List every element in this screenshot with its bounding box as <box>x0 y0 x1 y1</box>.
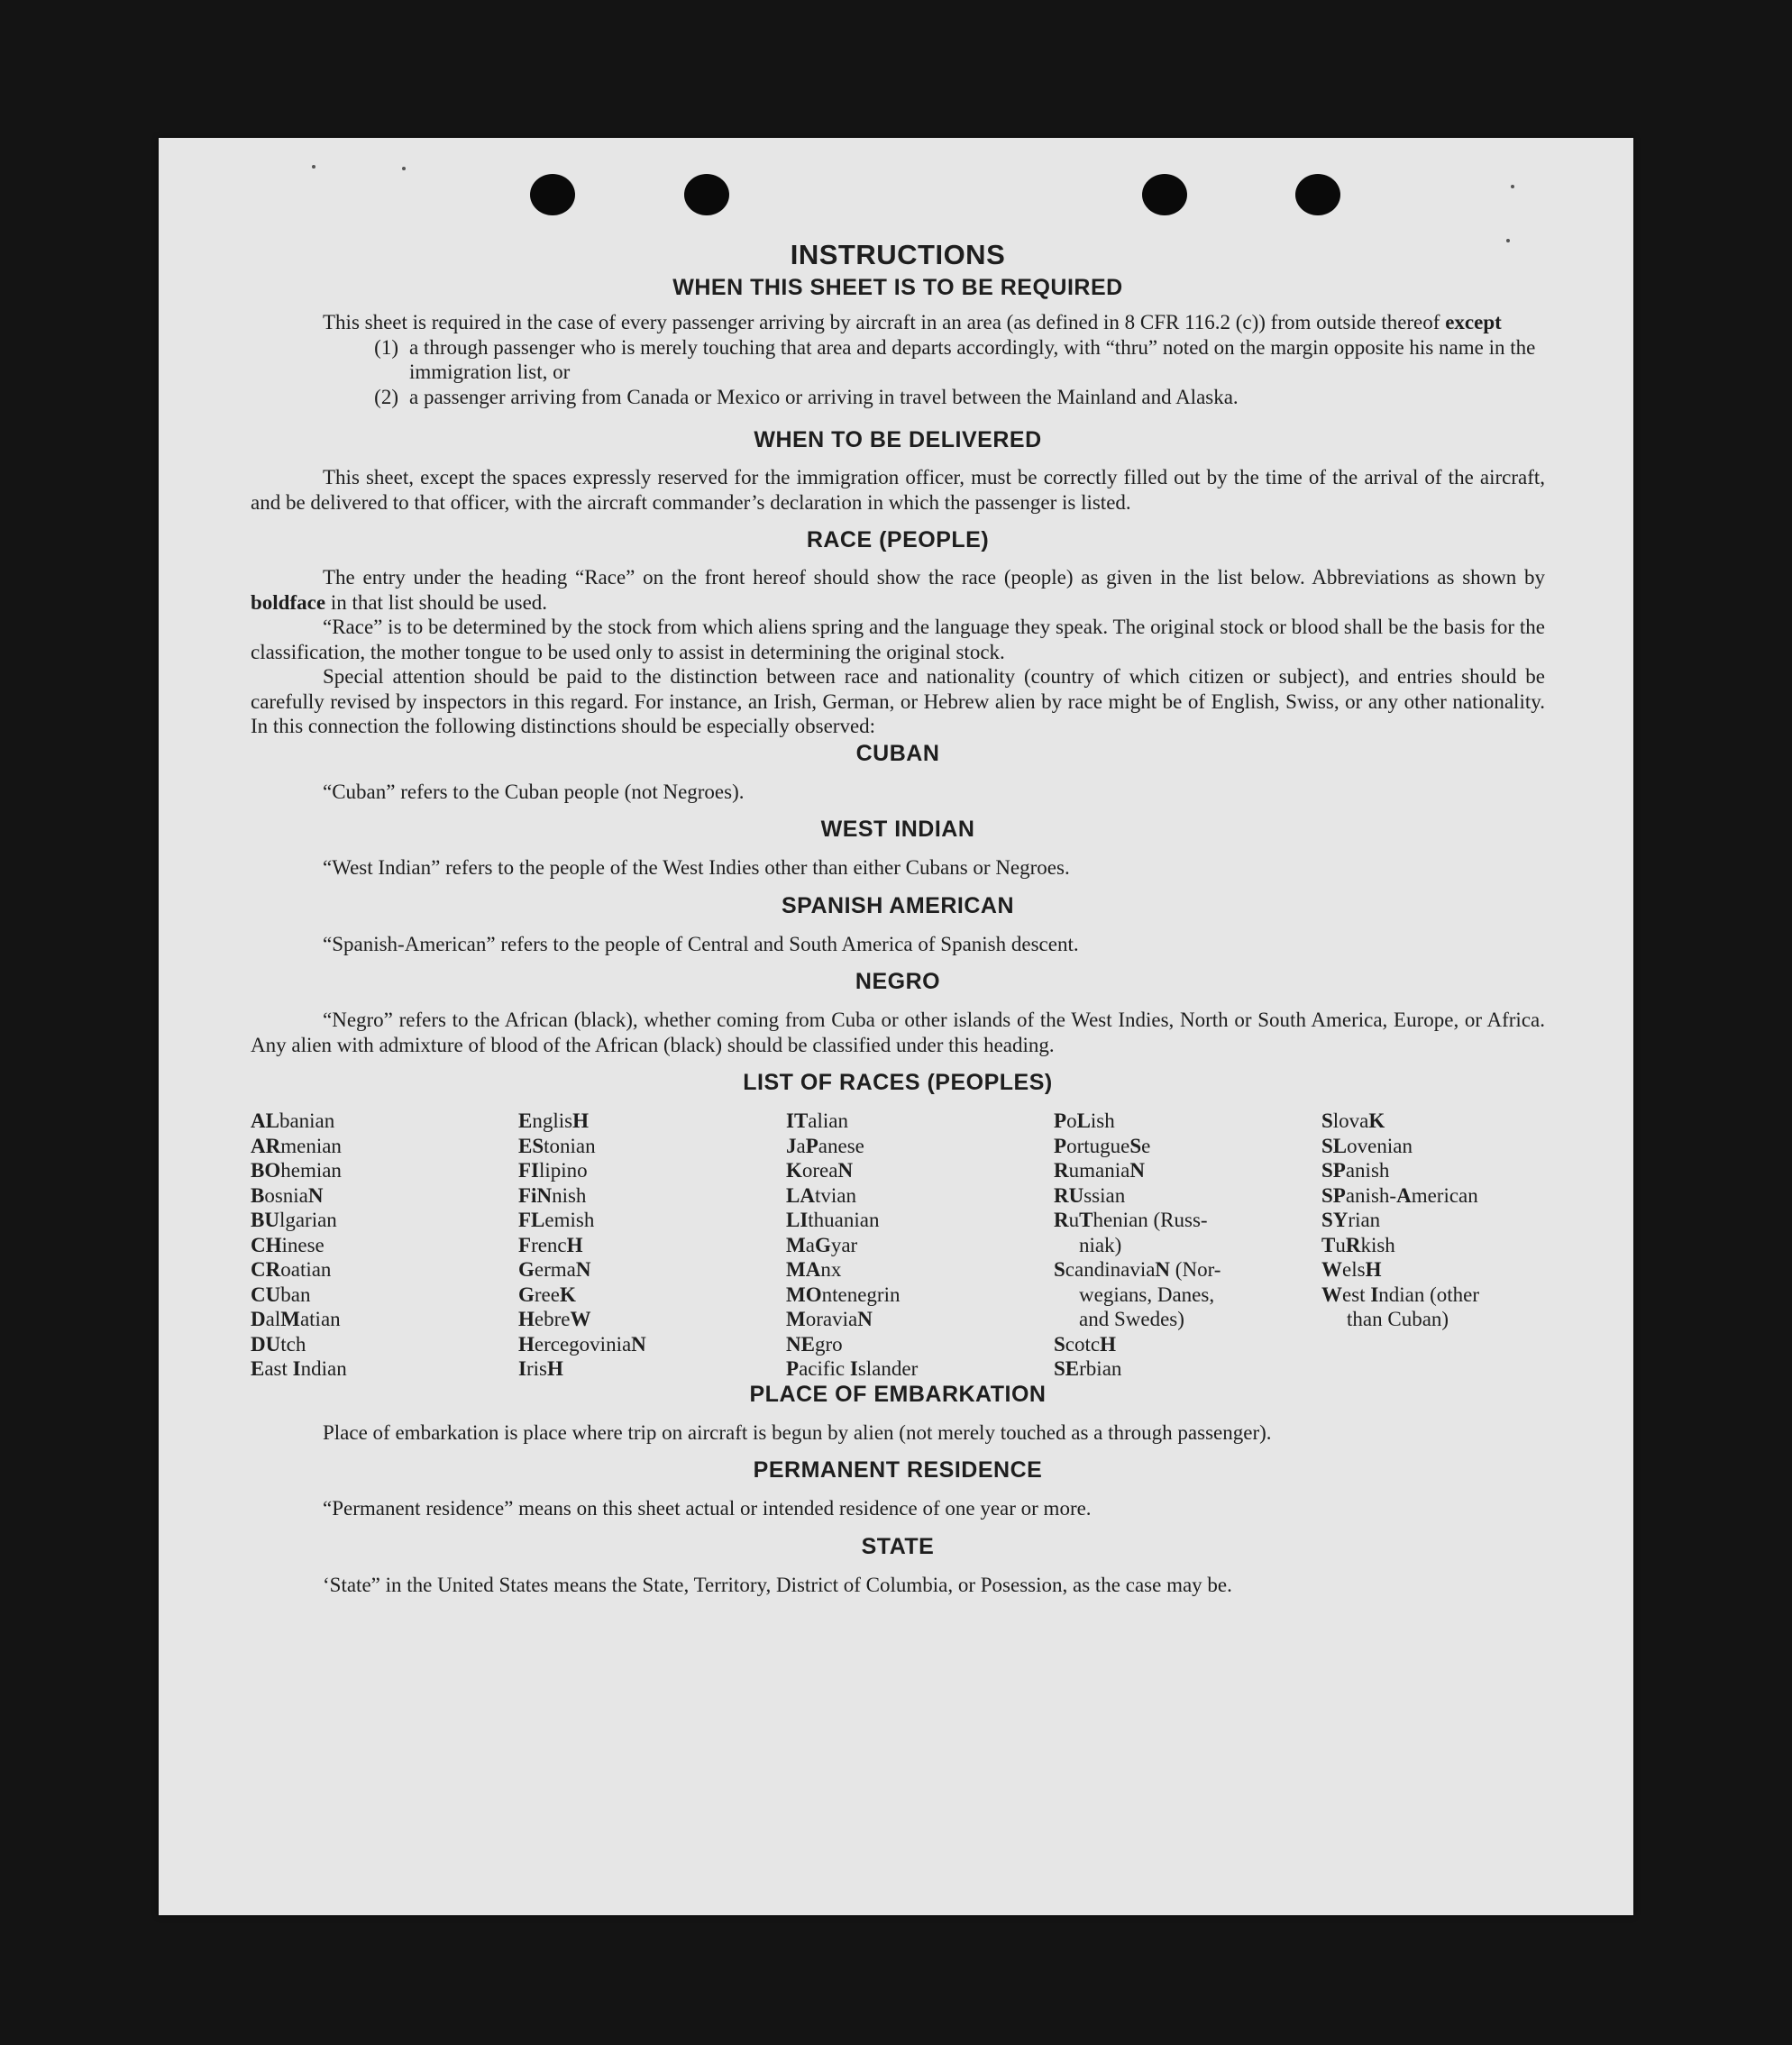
race-entry: PoLish <box>1054 1109 1115 1132</box>
race-entry: EStonian <box>518 1134 596 1157</box>
cuban-text: “Cuban” refers to the Cuban people (not Negroes). <box>323 780 745 803</box>
race-paragraph-2: “Race” is to be determined by the stock from which aliens spring and the language they speak. The original stock or blood shall be the basis for the classification, the mother tongue to be used only to assist in determining the original stock. <box>251 616 1545 663</box>
race-entry: LIthuanian <box>786 1209 880 1231</box>
race-entry: KoreaN <box>786 1159 854 1182</box>
instructions-title: INSTRUCTIONS <box>790 239 1006 270</box>
race-entry: GermaN <box>518 1258 591 1281</box>
race-paragraph-3: Special attention should be paid to the distinction between race and nationality (country of which citizen or subject), and entries should be carefully revised by inspectors in this regard. For instance, an Irish, German, or Hebrew alien by race might be of English, Swiss, or any other nationality. In this connection the following distinctions should be especially observed: <box>251 665 1545 737</box>
races-column <box>1321 1109 1556 1382</box>
heading-state: STATE <box>861 1533 935 1559</box>
race-entry: DUtch <box>251 1332 306 1356</box>
race-entry: PortugueSe <box>1054 1134 1151 1157</box>
race-entry: CRoatian <box>251 1258 332 1281</box>
race-entry: FIlipino <box>518 1159 588 1182</box>
heading-permanent-residence: PERMANENT RESIDENCE <box>753 1457 1043 1483</box>
residence-text: “Permanent residence” means on this sheet actual or intended residence of one year or more. <box>323 1497 1092 1520</box>
west-indian-text: “West Indian” refers to the people of the West Indies other than either Cubans or Negroes. <box>323 856 1070 879</box>
race-entry: BosniaN <box>251 1183 324 1207</box>
heading-list-of-races: LIST OF RACES (PEOPLES) <box>743 1070 1053 1095</box>
race-entry: BOhemian <box>251 1159 342 1182</box>
races-grid <box>251 1109 1545 1382</box>
embarkation-text: Place of embarkation is place where trip on aircraft is begun by alien (not merely touched as a through passenger). <box>323 1420 1272 1444</box>
race-entry: BUlgarian <box>251 1209 337 1231</box>
race-entry: ScotcH <box>1054 1332 1116 1356</box>
race-entry: FiNnish <box>518 1183 587 1207</box>
race-entry: HebreW <box>518 1308 591 1330</box>
race-entry: Pacific Islander <box>786 1357 919 1380</box>
required-intro: This sheet is required in the case of every passenger arriving by aircraft in an area (as defined in 8 CFR 116.2 (c)) from outside thereof except <box>323 311 1502 333</box>
races-column <box>518 1109 786 1382</box>
exception-list <box>251 335 1545 410</box>
race-entry: DalMatian <box>251 1308 341 1330</box>
races-column <box>1054 1109 1321 1382</box>
race-entry: ARmenian <box>251 1134 342 1157</box>
exception-item: (2) a passenger arriving from Canada or Mexico or arriving in travel between the Mainland and Alaska. <box>374 385 1239 408</box>
heading-embarkation: PLACE OF EMBARKATION <box>749 1381 1047 1407</box>
heading-when-required: WHEN THIS SHEET IS TO BE REQUIRED <box>672 275 1123 300</box>
race-entry: SlovaK <box>1321 1109 1385 1132</box>
race-entry: FLemish <box>518 1209 595 1231</box>
heading-spanish-american: SPANISH AMERICAN <box>781 892 1014 918</box>
state-text: ‘State” in the United States means the State, Territory, District of Columbia, or Posession, as the case may be. <box>323 1573 1232 1596</box>
race-entry: CUban <box>251 1283 311 1306</box>
heading-west-indian: WEST INDIAN <box>820 817 975 842</box>
race-entry: ALbanian <box>251 1109 335 1132</box>
race-entry: SErbian <box>1054 1357 1122 1380</box>
race-entry: CHinese <box>251 1233 325 1256</box>
race-entry: HercegoviniaN <box>518 1332 646 1356</box>
speck <box>1511 185 1514 188</box>
heading-negro: NEGRO <box>855 969 941 994</box>
punch-hole <box>530 174 575 215</box>
race-entry: IrisH <box>518 1357 563 1380</box>
delivered-text: This sheet, except the spaces expressly reserved for the immigration officer, must be correctly filled out by the time of the arrival of the aircraft, and be delivered to that officer, with the aircraft commander’s declaration in which the passenger is listed. <box>251 466 1545 514</box>
race-entry: MoraviaN <box>786 1308 873 1330</box>
race-entry: TuRkish <box>1321 1233 1395 1256</box>
race-entry: NEgro <box>786 1332 843 1356</box>
race-entry: LAtvian <box>786 1183 856 1207</box>
race-entry: SLovenian <box>1321 1134 1413 1157</box>
race-entry: West Indian (other than Cuban) <box>1321 1283 1480 1330</box>
race-entry: GreeK <box>518 1283 576 1306</box>
race-entry: MaGyar <box>786 1233 858 1256</box>
punch-hole <box>1295 174 1340 215</box>
race-entry: WelsH <box>1321 1258 1382 1281</box>
race-entry: RUssian <box>1054 1183 1126 1207</box>
race-entry: RuThenian (Russ- niak) <box>1054 1209 1208 1256</box>
heading-when-delivered: WHEN TO BE DELIVERED <box>754 427 1042 452</box>
punch-hole <box>684 174 729 215</box>
heading-cuban: CUBAN <box>855 740 940 766</box>
exception-item: (1) a through passenger who is merely touching that area and departs accordingly, with “thru” noted on the margin opposite his name in the immigration list, or <box>374 335 1536 383</box>
races-column <box>786 1109 1054 1382</box>
speck <box>312 165 315 169</box>
race-entry: SPanish <box>1321 1159 1390 1182</box>
spanish-american-text: “Spanish-American” refers to the people of Central and South America of Spanish descent. <box>323 932 1079 955</box>
race-entry: RumaniaN <box>1054 1159 1145 1182</box>
document-sheet <box>159 138 1633 1915</box>
instructions-content <box>251 239 1545 1597</box>
heading-race: RACE (PEOPLE) <box>806 527 990 552</box>
race-entry: SPanish-American <box>1321 1183 1478 1207</box>
races-column <box>251 1109 518 1382</box>
negro-text: “Negro” refers to the African (black), whether coming from Cuba or other islands of the West Indies, North or South America, Europe, or Africa. Any alien with admixture of blood of the African (black) should be classified under this heading. <box>251 1009 1545 1056</box>
speck <box>402 167 406 170</box>
race-entry: JaPanese <box>786 1134 864 1157</box>
race-entry: East Indian <box>251 1357 347 1380</box>
race-entry: ScandinaviaN (Nor- wegians, Danes, and Swedes) <box>1054 1258 1221 1330</box>
race-entry: MAnx <box>786 1258 842 1281</box>
race-entry: ITalian <box>786 1109 848 1132</box>
punch-hole <box>1142 174 1187 215</box>
race-entry: SYrian <box>1321 1209 1381 1231</box>
race-entry: FrencH <box>518 1233 583 1256</box>
race-entry: MOntenegrin <box>786 1283 901 1306</box>
race-paragraph-1: The entry under the heading “Race” on the front hereof should show the race (people) as given in the list below. Abbreviations as shown by boldface in that list should be used. <box>251 566 1545 614</box>
race-entry: EnglisH <box>518 1109 589 1132</box>
